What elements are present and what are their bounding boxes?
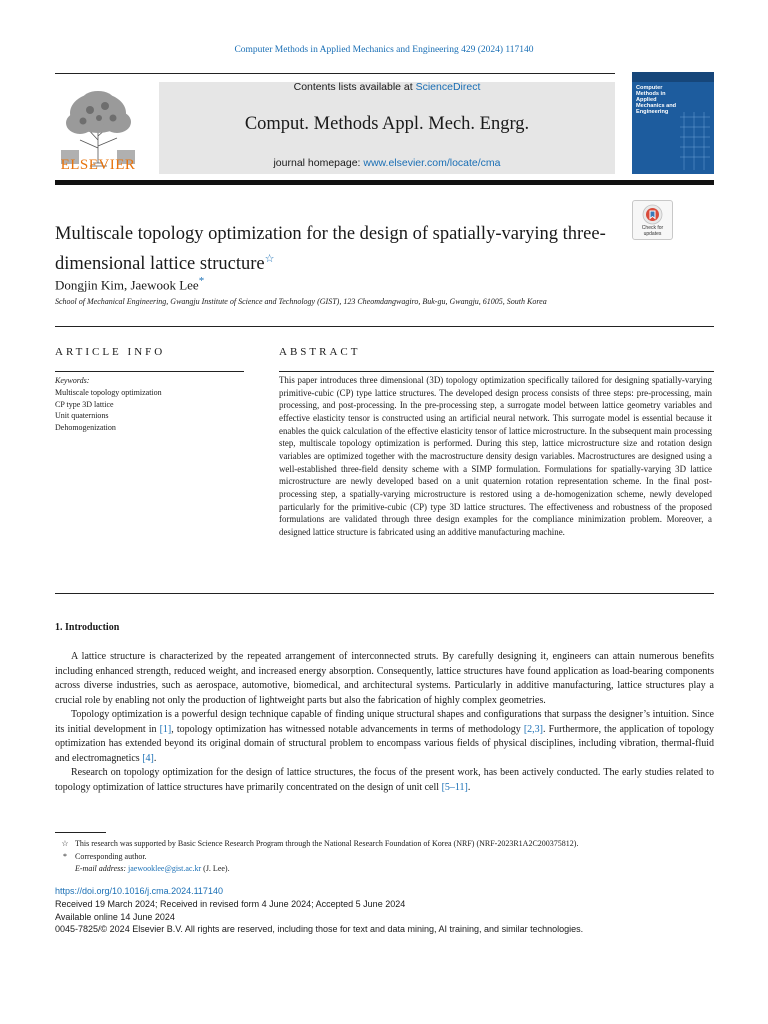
title-footnote-star-icon[interactable]: ☆ xyxy=(264,253,275,265)
article-title-text: Multiscale topology optimization for the design of spatially-varying three-dimensional lattice structure xyxy=(55,224,606,275)
crossmark-icon xyxy=(642,204,663,225)
author-affiliation: School of Mechanical Engineering, Gwangju Institute of Science and Technology (GIST), 123 Cheomdangwagiro, Buk-gu, Gwangju, 61005, South Korea xyxy=(55,297,547,306)
email-label: E-mail address: xyxy=(75,864,127,873)
email-link[interactable]: jaewooklee@gist.ac.kr xyxy=(128,864,202,873)
keyword-item: Unit quaternions xyxy=(55,411,109,421)
publisher-wordmark[interactable]: ELSEVIER xyxy=(60,157,136,173)
footnote-text: This research was supported by Basic Science Research Program through the National Research Foundation of Korea (NRF) (NRF-2023R1A2C200375812). xyxy=(75,839,579,848)
sciencedirect-link[interactable]: ScienceDirect xyxy=(415,81,481,93)
keyword-item: Multiscale topology optimization xyxy=(55,387,162,397)
intro-paragraph-3 xyxy=(55,766,714,795)
header-bottom-rule xyxy=(55,180,714,185)
text-run: . xyxy=(467,781,471,793)
homepage-prefix: journal homepage: xyxy=(273,157,364,169)
introduction-body xyxy=(55,650,714,795)
author-names[interactable]: Dongjin Kim, Jaewook Lee xyxy=(55,277,199,293)
journal-cover-thumbnail[interactable] xyxy=(632,72,714,174)
corresponding-author-mark[interactable]: * xyxy=(198,275,205,287)
citation-link[interactable]: [5–11] xyxy=(441,781,468,793)
article-info-heading: ARTICLE INFO xyxy=(55,346,166,358)
crossmark-label: Check for updates xyxy=(641,225,664,237)
introduction-heading: 1. Introduction xyxy=(55,622,120,633)
text-run: Topology optimization is a powerful design technique capable of finding unique structural shapes and configurations that surpass the designer’s intuition. Since its initial development in xyxy=(55,709,714,735)
footnote-funding xyxy=(55,838,714,851)
cover-title: Computer Methods in Applied Mechanics and Engineering xyxy=(636,85,677,115)
author-list xyxy=(55,275,204,293)
cover-top-band xyxy=(632,72,714,82)
journal-name: Comput. Methods Appl. Mech. Engrg. xyxy=(244,114,530,134)
abstract-heading: ABSTRACT xyxy=(279,346,361,358)
citation-link[interactable]: [2,3] xyxy=(523,723,544,735)
abstract-text: This paper introduces three dimensional (3D) topology optimization specifically tailored for designing spatially-varying primitive-cubic (CP) type lattice structures. The developed design process consists of three steps: pre-processing, main processing, and post-processing. In the pre-processing step, a surrogate model between lattice geometry variables and effective elasticity tensor is constructed using an artificial neural network. This surrogate model is essential because it enables the quick calculation of the effective elasticity tensor of lattice microstructure. In the subsequent main processing step, multiscale topology optimization is performed. During this step, lattice microstructure size and rotation design variables are optimized together with the macrostructure density design variables. Macrostructures are designed using a well-established three-field density scheme with a SIMP formulation. Formulations for spatially-varying 3D lattice microstructure are newly developed based on a unit quaternion rotation representation scheme. In the final post-processing step, a spatially-varying microstructure is restored using a de-homogenization scheme, newly developed particularly for the primitive-cubic (CP) type 3D lattice structures. The effectiveness and robustness of the proposed formulations are validated through three design examples for the compliance minimization problem. Moreover, a designed lattice structure is fabricated using an additive manufacturing machine. xyxy=(279,375,712,537)
article-info-rule xyxy=(55,371,244,372)
citation-link[interactable]: [1] xyxy=(159,723,172,735)
text-run: . xyxy=(153,752,157,764)
homepage-link[interactable]: www.elsevier.com/locate/cma xyxy=(363,157,501,169)
footnote-star-icon: ☆ xyxy=(61,839,69,848)
article-title xyxy=(55,222,625,277)
email-suffix: (J. Lee). xyxy=(203,864,230,873)
keywords-block xyxy=(55,375,244,434)
section-rule xyxy=(55,326,714,327)
footnote-corresponding xyxy=(55,851,714,864)
footnote-asterisk: * xyxy=(63,851,67,861)
received-dates: Received 19 March 2024; Received in revised form 4 June 2024; Accepted 5 June 2024 xyxy=(55,898,406,909)
text-run: , topology optimization has witnessed notable advancements in terms of methodology xyxy=(171,723,524,735)
contents-line xyxy=(159,81,615,93)
text-run: . Furthermore, the application of topology optimization has extended beyond its original domain of structural problem to encompass various fields of physical disciplines, including vibration, thermal-fluid and electromagnetics xyxy=(55,723,714,764)
footnote-text: Corresponding author. xyxy=(75,851,147,861)
keyword-item: CP type 3D lattice xyxy=(55,399,114,409)
intro-paragraph-1: A lattice structure is characterized by the repeated arrangement of interconnected struts. By carefully designing it, engineers can attain numerous benefits including enhanced strength, reduced weight, and increased energy absorption. Consequently, lattice structures have found application as load-bearing components across diverse industries, such as aerospace, automotive, biomedical, and architectural systems. Particularly in additive manufacturing, lattice structures play a crucial role by enabling not only the production of lightweight parts but also the fabrication of highly complex geometries. xyxy=(55,651,714,706)
intro-paragraph-2 xyxy=(55,708,714,766)
publication-info xyxy=(55,885,714,936)
keywords-label: Keywords: xyxy=(55,376,90,385)
abstract-bottom-rule xyxy=(55,593,714,594)
copyright-notice: 0045-7825/© 2024 Elsevier B.V. All rights are reserved, including those for text and data mining, AI training, and similar technologies. xyxy=(55,924,584,935)
contents-prefix: Contents lists available at xyxy=(293,81,416,93)
cover-graphic xyxy=(678,112,712,170)
abstract-rule xyxy=(279,371,714,372)
text-run: Research on topology optimization for the design of lattice structures, the focus of the present work, has been actively conducted. The early studies related to topology optimization of lattice structures have primarily concentrated on the design of unit cell xyxy=(55,767,714,793)
keyword-item: Dehomogenization xyxy=(55,423,116,433)
footnote-rule xyxy=(55,832,106,833)
available-online: Available online 14 June 2024 xyxy=(55,911,175,922)
journal-reference[interactable]: Computer Methods in Applied Mechanics and Engineering 429 (2024) 117140 xyxy=(234,45,534,55)
doi-link[interactable]: https://doi.org/10.1016/j.cma.2024.117140 xyxy=(55,886,223,896)
check-for-updates-badge[interactable] xyxy=(632,200,673,240)
footnotes xyxy=(55,838,714,876)
citation-link[interactable]: [4] xyxy=(142,752,154,764)
header-top-rule xyxy=(55,73,615,74)
footnote-email xyxy=(55,863,714,876)
journal-homepage xyxy=(159,157,615,169)
